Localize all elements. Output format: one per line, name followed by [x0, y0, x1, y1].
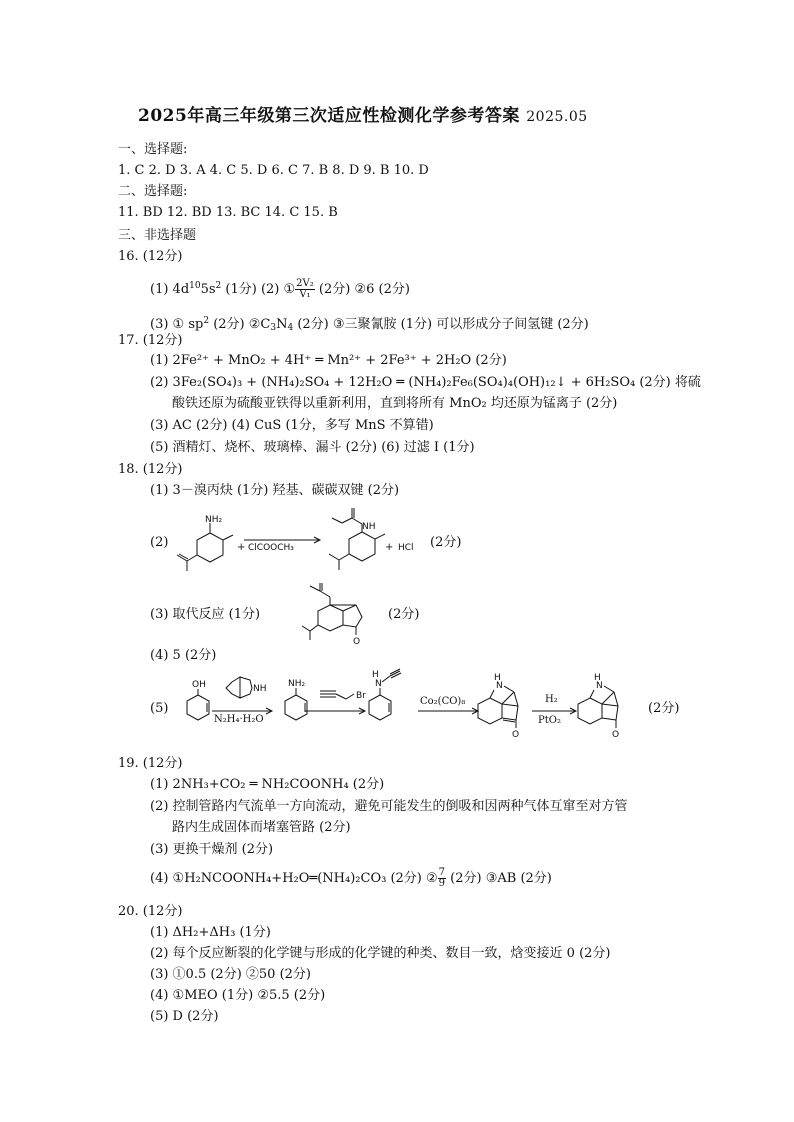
q19-line5: (4) ①H₂NCOONH₄+H₂O═(NH₄)₂CO₃ (2分) ② $\frac{7}{9}$ (2分) ③AB (2分) [150, 867, 552, 889]
page-title [138, 108, 588, 125]
pauson-khand-product-structure [480, 668, 540, 740]
q18-2-score: (2分) [430, 535, 462, 550]
reaction-arrow-1 [244, 535, 324, 545]
svg-text:N: N [596, 681, 603, 691]
hcl-label: HCl [398, 543, 414, 553]
title-date: 2025.05 [526, 109, 588, 125]
q19-line2: (2) 控制管路内气流单一方向流动，避免可能发生的倒吸和因两种气体互窜至对方管 [150, 799, 628, 814]
h2-label: H₂ [545, 694, 558, 705]
svg-text:O: O [512, 730, 520, 740]
q19-line4: (3) 更换干燥剂 (2分) [150, 842, 274, 857]
hydrazine-label: N₂H₄·H₂O [214, 714, 264, 725]
svg-text:NH₂: NH₂ [205, 515, 223, 525]
q18-5-label: (5) [150, 701, 169, 716]
q18-5-score: (2分) [648, 701, 680, 716]
q18-3-label: (3) 取代反应 (1分) [150, 607, 261, 622]
svg-text:NH: NH [253, 684, 267, 694]
svg-text:OH: OH [192, 680, 206, 690]
q19-heading: 19. (12分) [118, 756, 183, 771]
q17-line2: (2) 3Fe₂(SO₄)₃ + (NH₄)₂SO₄ + 12H₂O ═ (NH₄)₂Fe₆(SO₄)₄(OH)₁₂↓ + 6H₂SO₄ (2分) 将硫 [150, 375, 701, 390]
q17-line5: (5) 酒精灯、烧杯、玻璃棒、漏斗 (2分) (6) 过滤 I (1分) [150, 440, 475, 455]
q18-line4: (4) 5 (2分) [150, 648, 217, 663]
plus-sign-2: + [385, 542, 394, 553]
plus-sign: + [237, 542, 246, 553]
svg-text:N: N [375, 679, 382, 689]
svg-text:O: O [612, 730, 620, 740]
q18-2-label: (2) [150, 535, 169, 550]
section1-answers: 1. C 2. D 3. A 4. C 5. D 6. C 7. B 8. D 9. B 10. D [118, 163, 429, 178]
cyclohexenylamine-structure [278, 677, 318, 723]
q18-line1: (1) 3－溴丙炔 (1分) 羟基、碳碳双键 (2分) [150, 483, 400, 498]
q16-heading: 16. (12分) [118, 249, 183, 264]
svg-text:Br: Br [356, 691, 366, 701]
q20-heading: 20. (12分) [118, 904, 183, 919]
reaction-arrow-3 [305, 706, 369, 716]
section2-heading: 二、选择题: [118, 184, 188, 199]
section3-heading: 三、非选择题 [118, 228, 197, 243]
q20-line4: (4) ①MEO (1分) ②5.5 (2分) [150, 988, 326, 1003]
q20-line3: (3) ①0.5 (2分) ②50 (2分) [150, 967, 311, 982]
q17-line3: 酸铁还原为硫酸亚铁得以重新利用，直到将所有 MnO₂ 均还原为锰离子 (2分) [172, 396, 618, 411]
svg-text:NH: NH [362, 522, 376, 532]
q17-line1: (1) 2Fe²⁺ + MnO₂ + 4H⁺ ═ Mn²⁺ + 2Fe³⁺ + 2H₂O (2分) [150, 353, 507, 368]
final-product-structure [580, 668, 640, 740]
svg-text:N: N [496, 681, 503, 691]
co-catalyst-label: Co₂(CO)₈ [420, 696, 466, 707]
q19-line1: (1) 2NH₃+CO₂ ═ NH₂COONH₄ (2分) [150, 777, 385, 792]
title-main: 2025年高三年级第三次适应性检测化学参考答案 [138, 106, 520, 126]
q16-line1: (1) $4d^{10}5s^2$ (1分) (2) ① $\frac{\text{2V₂}}{\text{V₁}}$ (2分) ②6 (2分) [150, 278, 410, 300]
q17-line4: (3) AC (2分) (4) CuS (1分，多写 MnS 不算错) [150, 418, 434, 433]
q16-line2: (3) ① $sp^2$ (2分) $②C_3N_4$ (2分) ③三聚氰胺 (1分) 可以形成分子间氢键 (2分) [150, 316, 589, 333]
svg-text:H: H [372, 670, 379, 680]
q20-line2: (2) 每个反应断裂的化学键与形成的化学键的种类、数目一致，焓变接近 0 (2分) [150, 946, 611, 961]
propargyl-bromide-structure [320, 685, 375, 703]
q20-line1: (1) ΔH₂+ΔH₃ (1分) [150, 925, 271, 940]
svg-text:H: H [594, 673, 601, 683]
section2-answers: 11. BD 12. BD 13. BC 14. C 15. B [118, 205, 338, 220]
reagent-label: ClCOOCH₃ [248, 543, 294, 553]
pto2-label: PtO₂ [538, 715, 561, 726]
q18-heading: 18. (12分) [118, 462, 183, 477]
section1-heading: 一、选择题: [118, 142, 188, 157]
q18-3-score: (2分) [388, 607, 420, 622]
propargylamine-structure [370, 668, 416, 726]
svg-text:O: O [353, 637, 361, 647]
q16-fraction: $\frac{\text{2V₂}}{\text{V₁}}$ [296, 278, 314, 300]
phthalimide-reagent-structure [222, 672, 267, 708]
tricyclic-product-structure [298, 583, 378, 645]
q19-fraction: $\frac{7}{9}$ [438, 867, 446, 889]
q19-line3: 路内生成固体而堵塞管路 (2分) [172, 820, 351, 835]
svg-text:H: H [494, 673, 501, 683]
q20-line5: (5) D (2分) [150, 1009, 219, 1024]
reactant-amine-structure [175, 515, 245, 575]
q17-heading: 17. (12分) [118, 333, 183, 348]
svg-text:NH₂: NH₂ [288, 679, 306, 689]
